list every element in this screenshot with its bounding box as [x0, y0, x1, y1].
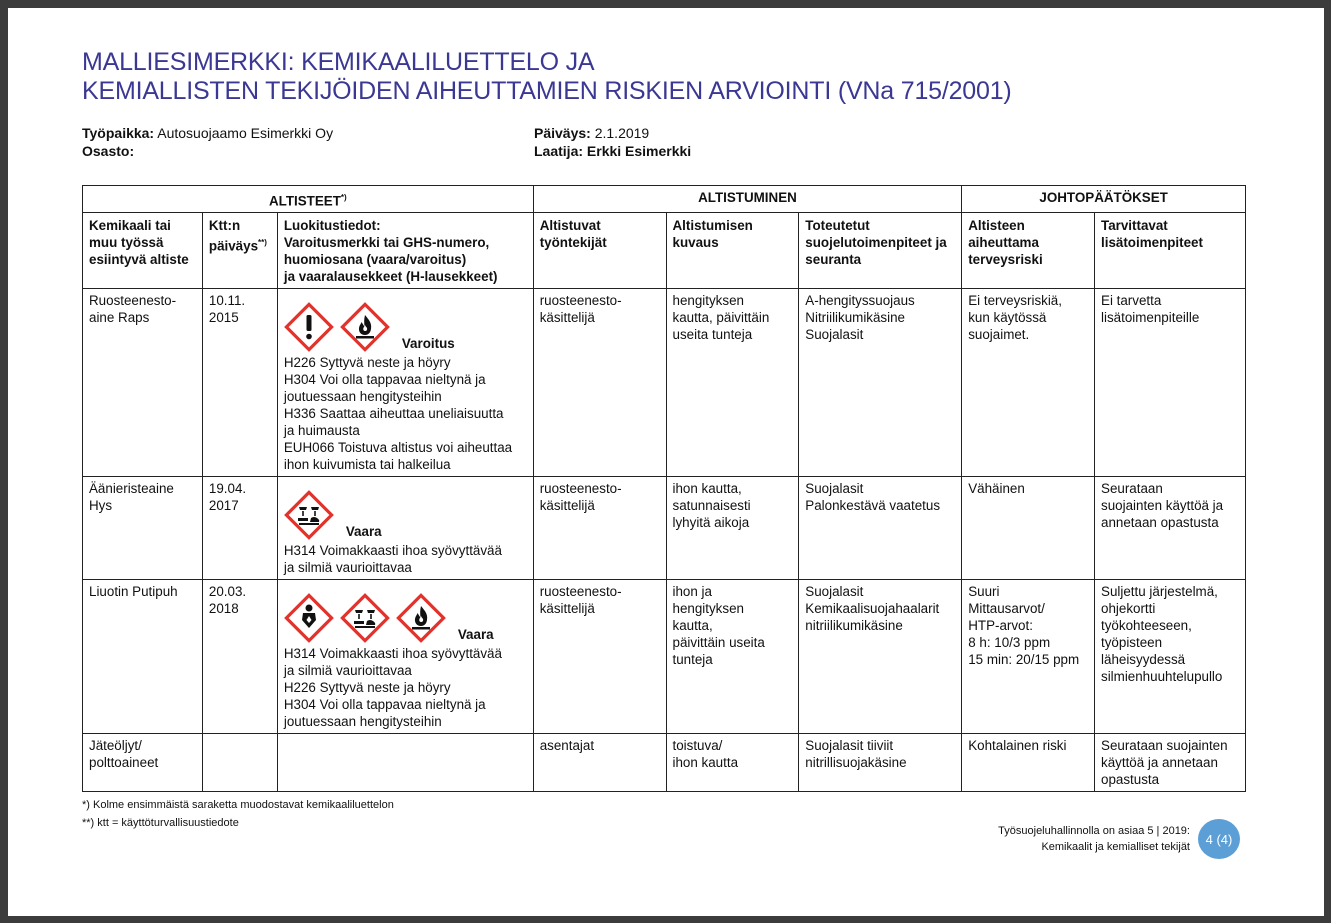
page-title	[82, 48, 1012, 106]
exposure-cell-line: ihon ja	[672, 584, 712, 600]
risk-cell	[962, 580, 1095, 734]
hazard-statement: EUH066 Toistuva altistus voi aiheuttaa	[283, 440, 513, 456]
classification-cell	[277, 580, 533, 734]
date-cell	[202, 289, 277, 477]
chemical-cell	[83, 580, 203, 734]
risk-cell-line: kun käytössä	[968, 310, 1047, 326]
workers-cell-line: käsittelijä	[539, 310, 595, 326]
workplace-value: Autosuojaamo Esimerkki Oy	[157, 125, 334, 141]
workers-cell-line: ruosteenesto-	[539, 481, 622, 497]
page-number-badge: 4 (4)	[1198, 819, 1240, 859]
chemical-cell-line: Hys	[89, 498, 113, 514]
health-hazard-icon	[284, 593, 334, 643]
date-cell-line: 2015	[208, 310, 239, 326]
group-altisteet: ALTISTEET*)	[83, 186, 534, 213]
risk-cell-line: HTP-arvot:	[968, 618, 1033, 634]
classification-cell	[277, 734, 533, 792]
risk-cell-line: Ei terveysriskiä,	[968, 293, 1062, 309]
exposure-cell-line: toistuva/	[672, 738, 723, 754]
workers-cell-line: käsittelijä	[539, 601, 595, 617]
footnote-2: **) ktt = käyttöturvallisuustiedote	[82, 817, 239, 829]
hazard-statement: ja silmiä vaurioittavaa	[283, 560, 412, 576]
actions-cell-line: ohjekortti	[1101, 601, 1156, 617]
signal-word: Vaara	[345, 524, 382, 540]
exposure-cell-line: kautta, päivittäin	[672, 310, 770, 326]
date-field	[534, 124, 649, 142]
exposure-cell-line: kautta,	[672, 618, 713, 634]
title-line-2: KEMIALLISTEN TEKIJÖIDEN AIHEUTTAMIEN RISKIEN ARVIOINTI (VNa 715/2001)	[82, 77, 1012, 105]
chemical-cell-line: aine Raps	[89, 310, 150, 326]
actions-cell	[1095, 289, 1246, 477]
date-cell-line: 10.11.	[208, 293, 246, 309]
workers-cell	[533, 289, 666, 477]
actions-cell-line: Seurataan suojainten	[1101, 738, 1228, 754]
actions-cell-line: työpisteen	[1101, 635, 1163, 651]
risk-cell-line: Kohtalainen riski	[968, 738, 1067, 754]
col-header-risk: Altisteen aiheuttama terveysriski	[962, 213, 1095, 289]
hazard-statement: H304 Voi olla tappavaa nieltynä ja	[283, 372, 486, 388]
actions-cell	[1095, 477, 1246, 580]
measures-cell-line: Nitriilikumikäsine	[805, 310, 906, 326]
actions-cell-line: lisätoimenpiteille	[1101, 310, 1200, 326]
col-header-chemical: Kemikaali tai muu työssä esiintyvä altiste	[83, 213, 203, 289]
actions-cell-line: Ei tarvetta	[1101, 293, 1162, 309]
document-page	[8, 8, 1324, 916]
exposure-cell-line: päivittäin useita	[672, 635, 765, 651]
risk-cell-line: 15 min: 20/15 ppm	[968, 652, 1080, 668]
signal-word: Vaara	[457, 627, 494, 643]
workers-cell-line: käsittelijä	[539, 498, 595, 514]
chemical-cell	[83, 477, 203, 580]
footer-line-2: Kemikaalit ja kemialliset tekijät	[1041, 841, 1190, 853]
date-cell	[202, 580, 277, 734]
hazard-statement: H304 Voi olla tappavaa nieltynä ja	[283, 697, 486, 713]
risk-cell-line: Vähäinen	[968, 481, 1025, 497]
department-field	[82, 142, 134, 160]
date-cell	[202, 477, 277, 580]
hazard-statement: H314 Voimakkaasti ihoa syövyttävää	[283, 646, 502, 662]
chemical-cell	[83, 734, 203, 792]
table-row	[83, 289, 1246, 477]
measures-cell-line: Suojalasit tiiviit	[805, 738, 894, 754]
hazard-statement: joutuessaan hengitysteihin	[283, 714, 442, 730]
date-value: 2.1.2019	[594, 125, 650, 141]
table-row	[83, 477, 1246, 580]
measures-cell-line: Suojalasit	[805, 481, 864, 497]
actions-cell-line: annetaan opastusta	[1101, 515, 1219, 531]
exposure-cell-line: hengityksen	[672, 293, 744, 309]
actions-cell-line: käyttöä ja annetaan	[1101, 755, 1218, 771]
footnote-1: *) Kolme ensimmäistä saraketta muodostavat kemikaaliluettelon	[82, 799, 394, 811]
risk-cell	[962, 289, 1095, 477]
risk-cell	[962, 734, 1095, 792]
workers-cell-line: ruosteenesto-	[539, 293, 622, 309]
date-cell-line: 2018	[208, 601, 239, 617]
chemical-cell-line: Äänieristeaine	[89, 481, 174, 497]
hazard-statement: ihon kuivumista tai halkeilua	[283, 457, 451, 473]
workplace-field	[82, 124, 333, 142]
ghs-pictograms	[284, 593, 527, 643]
hazard-statement: H314 Voimakkaasti ihoa syövyttävää	[283, 543, 502, 559]
exclamation-icon	[284, 302, 334, 352]
exposure-cell-line: ihon kautta,	[672, 481, 742, 497]
hazard-statement: H226 Syttyvä neste ja höyry	[283, 680, 451, 696]
col-header-classification: Luokitustiedot: Varoitusmerkki tai GHS-numero, huomiosana (vaara/varoitus) ja vaaralausekkeet (H-lausekkeet)	[277, 213, 533, 289]
actions-cell-line: Suljettu järjestelmä,	[1101, 584, 1218, 600]
actions-cell-line: opastusta	[1101, 772, 1160, 788]
ghs-pictograms	[284, 490, 527, 540]
chemical-cell-line: Jäteöljyt/	[89, 738, 142, 754]
measures-cell-line: Suojalasit	[805, 584, 864, 600]
flame-icon	[340, 302, 390, 352]
date-cell-line: 19.04.	[208, 481, 247, 497]
column-header-row	[83, 213, 1246, 289]
chemical-cell-line: Liuotin Putipuh	[89, 584, 178, 600]
exposure-cell-line: useita tunteja	[672, 327, 753, 343]
exposure-cell	[666, 734, 799, 792]
date-label: Päiväys:	[534, 125, 591, 141]
hazard-statement: ja huimausta	[283, 423, 360, 439]
col-header-workers: Altistuvat työntekijät	[533, 213, 666, 289]
risk-cell-line: Mittausarvot/	[968, 601, 1045, 617]
col-header-measures: Toteutetut suojelutoimenpiteet ja seuranta	[799, 213, 962, 289]
flame-icon	[396, 593, 446, 643]
department-label: Osasto:	[82, 143, 135, 159]
workers-cell	[533, 734, 666, 792]
exposure-cell-line: ihon kautta	[672, 755, 739, 771]
col-header-date: Ktt:n päiväys**)	[202, 213, 277, 289]
measures-cell	[799, 580, 962, 734]
actions-cell-line: Seurataan	[1101, 481, 1163, 497]
exposure-cell-line: satunnaisesti	[672, 498, 751, 514]
exposure-cell-line: lyhyitä aikoja	[672, 515, 750, 531]
risk-cell-line: 8 h: 10/3 ppm	[968, 635, 1051, 651]
hazard-statement: H226 Syttyvä neste ja höyry	[283, 355, 451, 371]
hazard-statement: H336 Saattaa aiheuttaa uneliaisuutta	[283, 406, 504, 422]
author-label: Laatija: Erkki Esimerkki	[534, 143, 692, 159]
exposure-cell	[666, 289, 799, 477]
group-altistuminen: ALTISTUMINEN	[533, 186, 962, 213]
exposure-cell-line: tunteja	[672, 652, 713, 668]
risk-cell	[962, 477, 1095, 580]
table-body	[83, 289, 1246, 792]
measures-cell-line: Suojalasit	[805, 327, 864, 343]
actions-cell-line: läheisyydessä	[1101, 652, 1186, 668]
workplace-label: Työpaikka:	[82, 125, 155, 141]
title-line-1: MALLIESIMERKKI: KEMIKAALILUETTELO JA	[82, 48, 595, 76]
group-header-row	[83, 186, 1246, 213]
measures-cell	[799, 289, 962, 477]
author-field	[534, 142, 691, 160]
date-cell	[202, 734, 277, 792]
group-johtopaatokset: JOHTOPÄÄTÖKSET	[962, 186, 1246, 213]
table-row	[83, 734, 1246, 792]
classification-cell	[277, 289, 533, 477]
col-header-exposure: Altistumisen kuvaus	[666, 213, 799, 289]
exposure-cell	[666, 477, 799, 580]
signal-word: Varoitus	[401, 336, 455, 352]
measures-cell-line: Palonkestävä vaatetus	[805, 498, 941, 514]
workers-cell	[533, 477, 666, 580]
chemical-cell-line: Ruosteenesto-	[89, 293, 177, 309]
chemical-cell	[83, 289, 203, 477]
footer-line-1: Työsuojeluhallinnolla on asiaa 5 | 2019:	[998, 825, 1190, 837]
actions-cell-line: työkohteeseen,	[1101, 618, 1192, 634]
workers-cell-line: asentajat	[539, 738, 595, 754]
measures-cell-line: nitrillisuojakäsine	[805, 755, 907, 771]
workers-cell	[533, 580, 666, 734]
actions-cell-line: silmienhuuhtelupullo	[1101, 669, 1223, 685]
classification-cell	[277, 477, 533, 580]
risk-cell-line: suojaimet.	[968, 327, 1030, 343]
corrosion-icon	[340, 593, 390, 643]
measures-cell-line: Kemikaalisuojahaalarit	[805, 601, 940, 617]
hazard-statement: joutuessaan hengitysteihin	[283, 389, 442, 405]
exposure-cell	[666, 580, 799, 734]
col-header-actions: Tarvittavat lisätoimenpiteet	[1095, 213, 1246, 289]
measures-cell	[799, 734, 962, 792]
date-cell-line: 20.03.	[208, 584, 247, 600]
actions-cell	[1095, 580, 1246, 734]
exposure-cell-line: hengityksen	[672, 601, 744, 617]
measures-cell	[799, 477, 962, 580]
date-cell-line: 2017	[208, 498, 239, 514]
actions-cell	[1095, 734, 1246, 792]
measures-cell-line: A-hengityssuojaus	[805, 293, 915, 309]
chemical-cell-line: polttoaineet	[89, 755, 159, 771]
actions-cell-line: suojainten käyttöä ja	[1101, 498, 1224, 514]
corrosion-icon	[284, 490, 334, 540]
hazard-statement: ja silmiä vaurioittavaa	[283, 663, 412, 679]
chemical-risk-table	[82, 185, 1246, 792]
ghs-pictograms	[284, 302, 527, 352]
footer-publication	[998, 823, 1190, 855]
measures-cell-line: nitriilikumikäsine	[805, 618, 903, 634]
workers-cell-line: ruosteenesto-	[539, 584, 622, 600]
table-row	[83, 580, 1246, 734]
risk-cell-line: Suuri	[968, 584, 1000, 600]
